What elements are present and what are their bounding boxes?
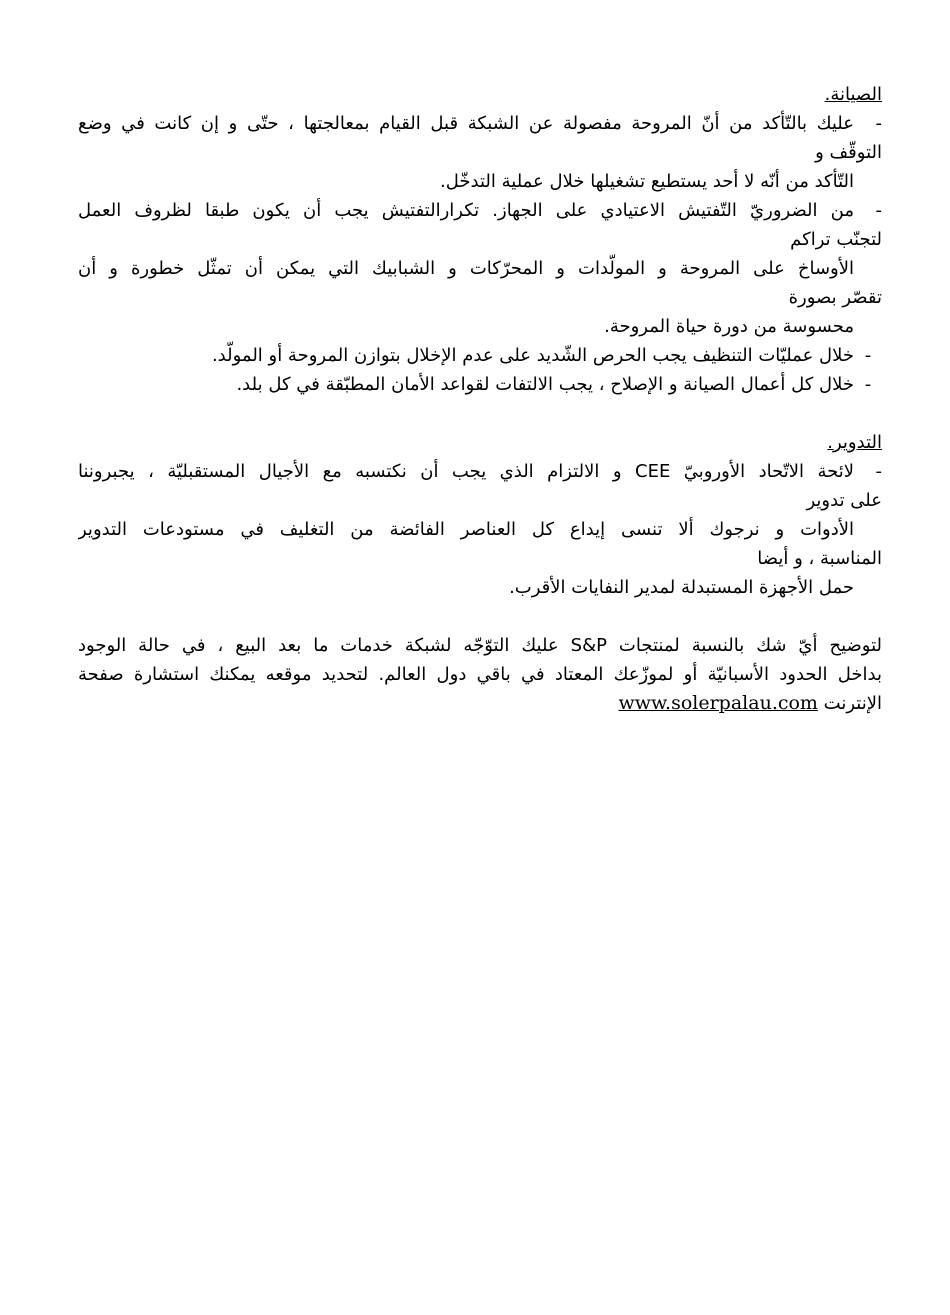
recycling-line-3: الأدوات و نرجوك ألا تنسى إيداع كل العناصر الفائضة من التغليف في مستودعات التدوير	[78, 519, 854, 540]
maintenance-line-4: من الضروريّ التّفتيش الاعتيادي على الجهاز. تكرارالتفتيش يجب أن يكون طبقا لظروف العمل	[78, 200, 854, 221]
recycling-line-1-after: و الالتزام الذي يجب أن نكتسبه مع الأجيال المستقبليّة ، يجبروننا	[78, 461, 635, 482]
recycling-heading: التدوير.	[827, 432, 882, 453]
bullet-marker: -	[864, 374, 872, 395]
maintenance-line-10: خلال كل أعمال الصيانة و الإصلاح ، يجب الالتفات لقواعد الأمان المطبّقة في كل بلد.	[236, 374, 854, 395]
recycling-line-4: المناسبة ، و أيضا	[757, 548, 882, 569]
maintenance-bullet-2	[78, 196, 882, 225]
section-spacer	[78, 399, 882, 428]
brand-name: S&P	[570, 635, 607, 656]
maintenance-heading: الصيانة.	[824, 84, 882, 105]
contact-line-1	[78, 631, 882, 660]
maintenance-section	[78, 80, 882, 399]
maintenance-bullet-1	[78, 109, 882, 138]
maintenance-line-5: لتجنّب تراكم	[790, 229, 882, 250]
maintenance-bullet-4	[78, 370, 882, 399]
contact-line-3	[78, 689, 882, 718]
recycling-line-1-before: لائحة الاتّحاد الأوروبيّ	[670, 461, 854, 482]
contact-line-3-before: الإنترنت	[817, 693, 882, 714]
recycling-bullet-1	[78, 457, 882, 486]
document-page	[78, 80, 882, 718]
bullet-marker: -	[864, 345, 872, 366]
bullet-marker: -	[875, 200, 882, 221]
bullet-marker: -	[875, 461, 882, 482]
recycling-line-2: على تدوير	[806, 490, 882, 511]
maintenance-line-1: عليك بالتّأكد من أنّ المروحة مفصولة عن الشبكة قبل القيام بمعالجتها ، حتّى و إن كانت في وضع	[78, 113, 854, 134]
maintenance-line-2: التوقّف و	[815, 142, 882, 163]
maintenance-line-8: محسوسة من دورة حياة المروحة.	[604, 316, 854, 337]
maintenance-line-6: الأوساخ على المروحة و المولّدات و المحرّكات و الشبابيك التي يمكن أن تمثّل خطورة و أن	[78, 258, 854, 279]
contact-line-1-after: عليك التوّجّه لشبكة خدمات ما بعد البيع ، في حالة الوجود	[78, 635, 571, 656]
maintenance-line-3: التّأكد من أنّه لا أحد يستطيع تشغيلها خلال عملية التدخّل.	[440, 171, 854, 192]
maintenance-line-7: تقصّر بصورة	[788, 287, 882, 308]
recycling-section	[78, 428, 882, 602]
contact-line-2: بداخل الحدود الأسبانيّة أو لموزّعك المعتاد في باقي دول العالم. لتحديد موقعه يمكنك استشارة صفحة	[78, 664, 882, 685]
eu-code: CEE	[635, 461, 671, 482]
maintenance-bullet-3	[78, 341, 882, 370]
recycling-line-5: حمل الأجهزة المستبدلة لمدير النفايات الأقرب.	[509, 577, 854, 598]
website-link[interactable]: www.solerpalau.com	[618, 692, 818, 714]
section-spacer	[78, 602, 882, 631]
contact-section	[78, 631, 882, 718]
bullet-marker: -	[875, 113, 882, 134]
contact-line-1-before: لتوضيح أيّ شك بالنسبة لمنتجات	[606, 635, 882, 656]
maintenance-line-9: خلال عمليّات التنظيف يجب الحرص الشّديد على عدم الإخلال بتوازن المروحة أو المولّد.	[211, 345, 854, 366]
